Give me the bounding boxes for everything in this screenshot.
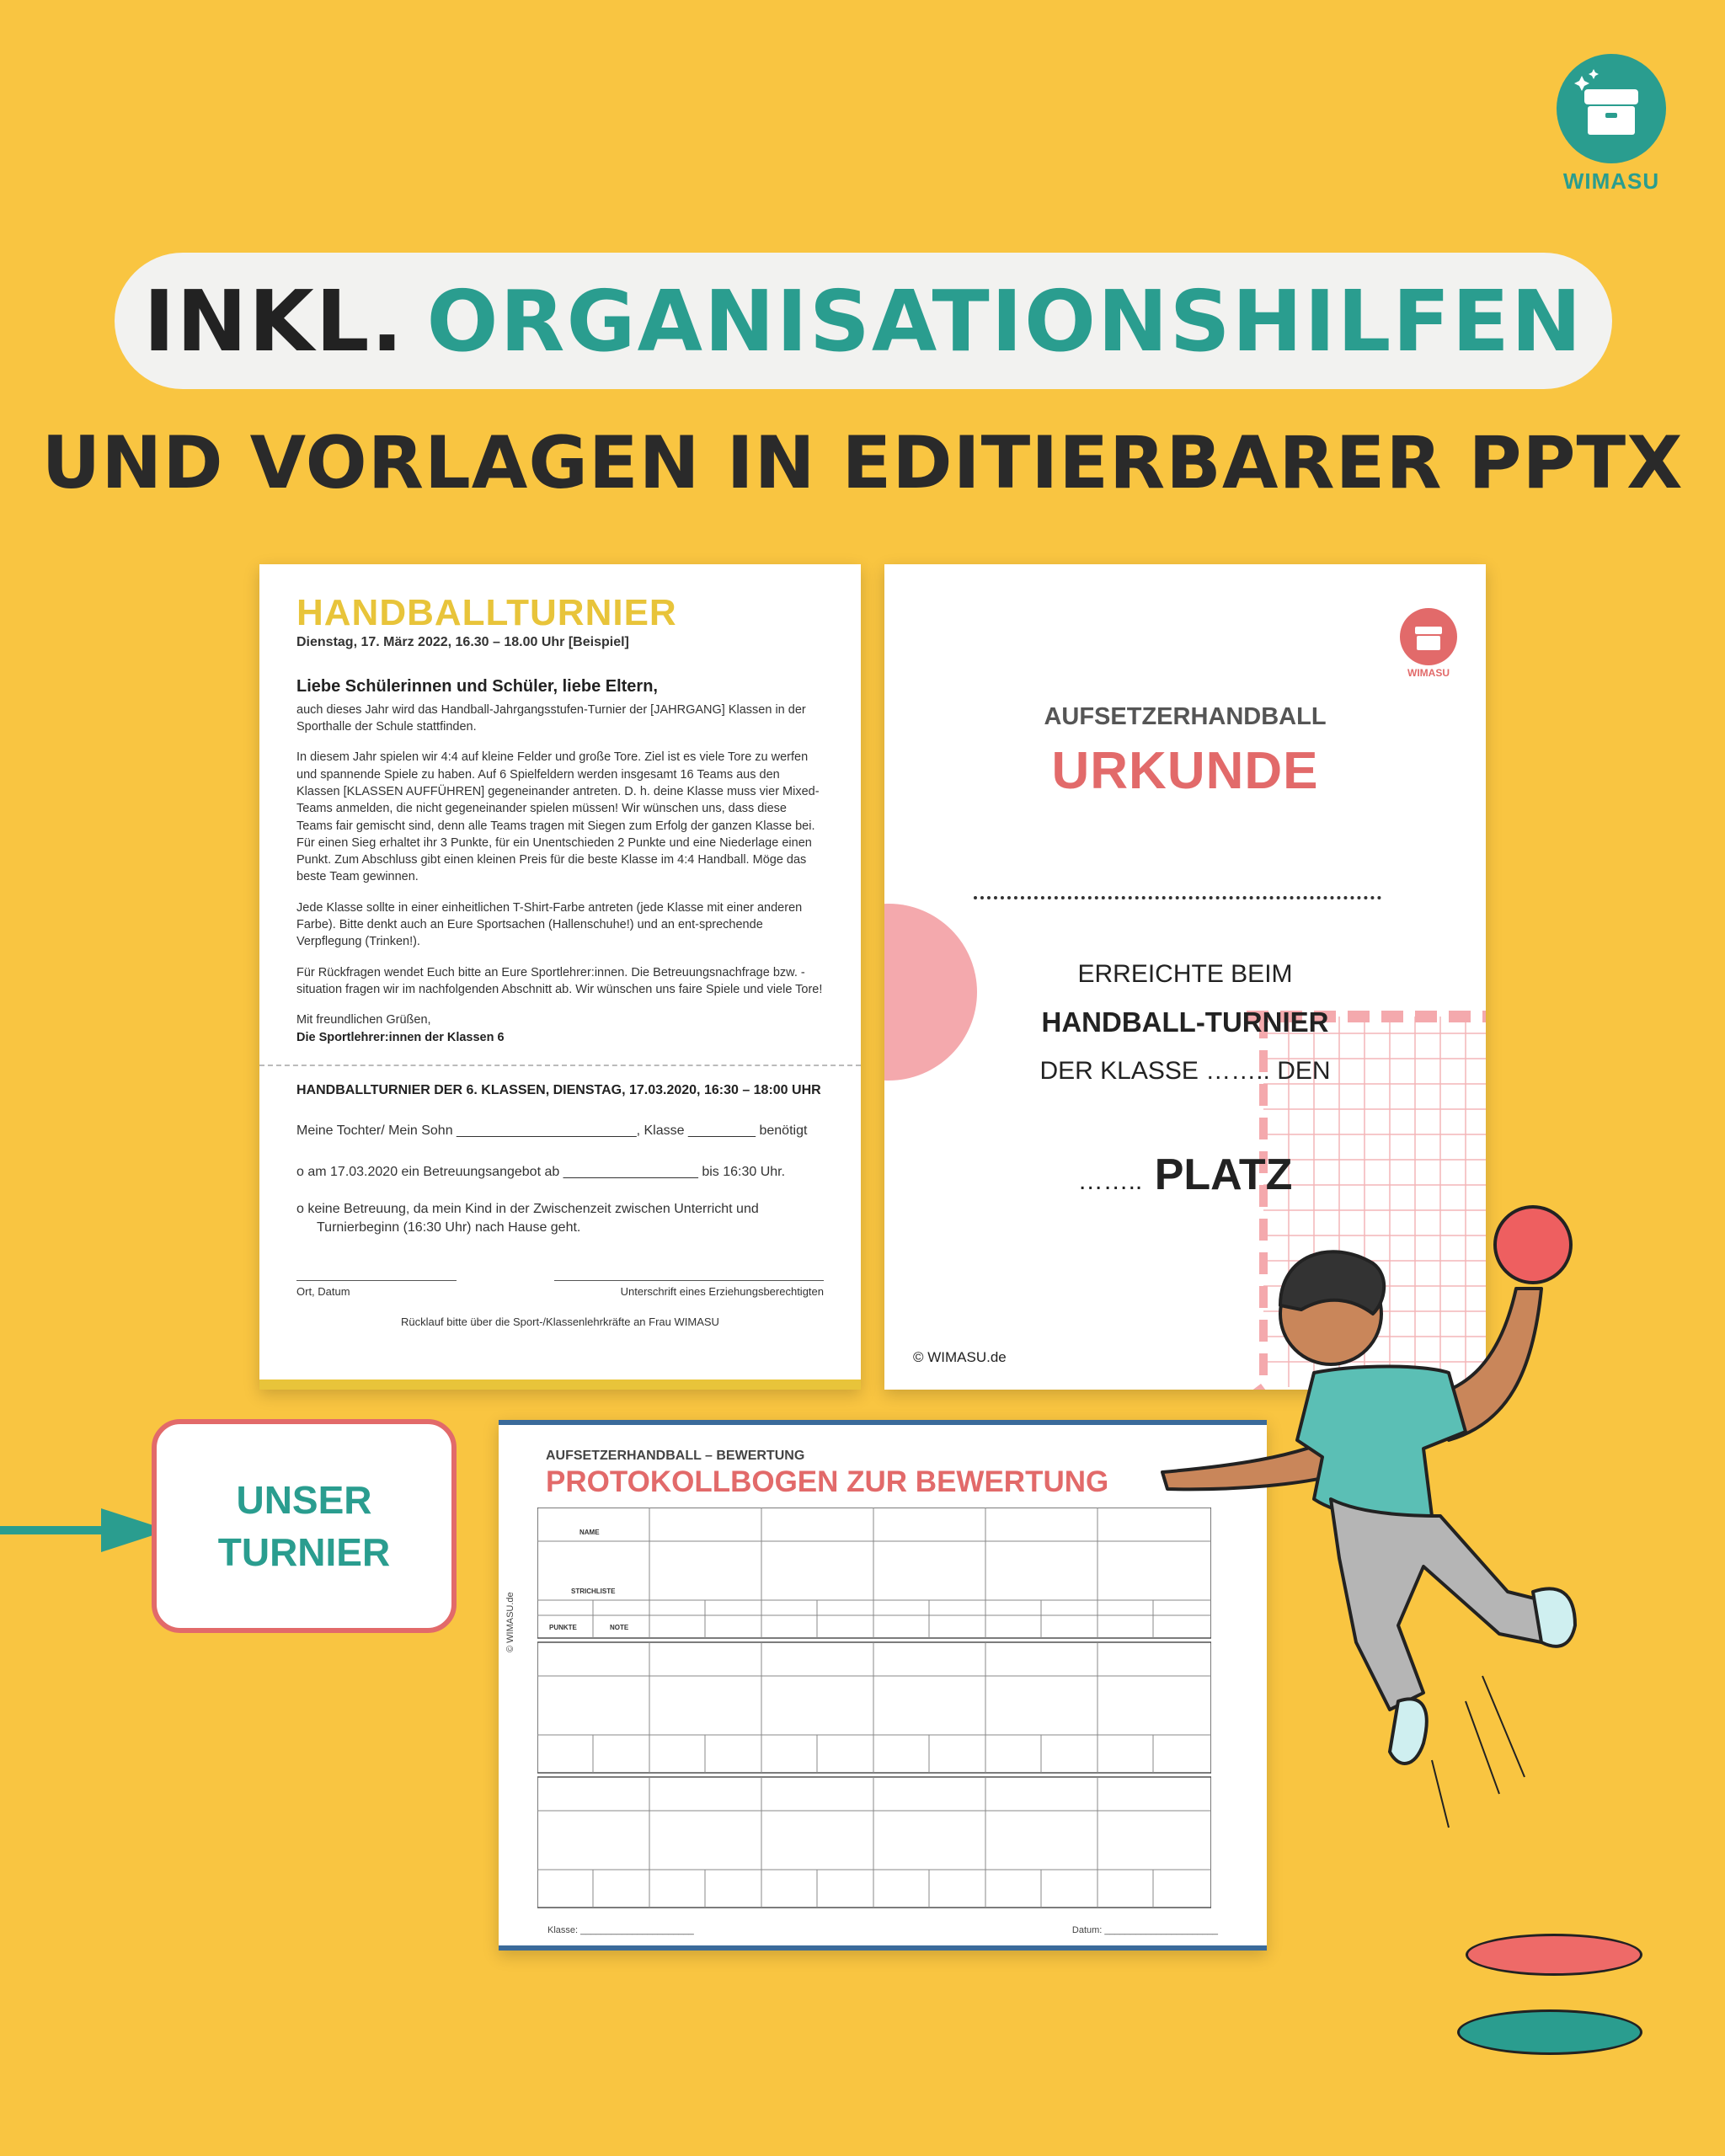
box-vault-icon	[1400, 608, 1457, 665]
footer-class: Klasse: ______________________	[547, 1925, 694, 1935]
headline-prefix: INKL.	[143, 271, 405, 371]
letter-signature: Die Sportlehrer:innen der Klassen 6	[296, 1030, 505, 1044]
box-vault-icon	[1557, 54, 1666, 163]
letter-footer: Rücklauf bitte über die Sport-/Klassenlehrkräfte an Frau WIMASU	[401, 1315, 719, 1328]
cut-line	[259, 1065, 861, 1066]
reply-title: HANDBALLTURNIER DER 6. KLASSEN, DIENSTAG, 17.03.2020, 16:30 – 18:00 UHR	[296, 1082, 821, 1097]
footer-date: Datum: ______________________	[1071, 1925, 1218, 1935]
reply-option: o keine Betreuung, da mein Kind in der Zwischenzeit zwischen Unterricht und Turnierbeginn (16:30 Uhr) nach Hause geht.	[296, 1202, 759, 1235]
arrow-right-icon	[0, 1505, 168, 1556]
protocol-subtitle: AUFSETZERHANDBALL – BEWERTUNG	[546, 1449, 805, 1463]
certificate-copyright: © WIMASU.de	[913, 1349, 1007, 1365]
certificate-title: URKUNDE	[1051, 742, 1319, 800]
tag-line-2: TURNIER	[217, 1530, 391, 1574]
letter-paragraph: auch dieses Jahr wird das Handball-Jahrgangsstufen-Turnier der [JAHRGANG] Klassen in der Sporthalle der Schule stattfinden.	[296, 702, 806, 734]
letter-date: Dienstag, 17. März 2022, 16.30 – 18.00 Uhr [Beispiel]	[296, 635, 629, 650]
certificate-line-2: HANDBALL-TURNIER	[1041, 1006, 1329, 1038]
certificate-logo-text: WIMASU	[1407, 667, 1450, 679]
floor-marker-teal	[1457, 2009, 1642, 2055]
letter-paragraph: Jede Klasse sollte in einer einheitlichen T-Shirt-Farbe antreten (jede Klasse mit einer anderen Farbe). Bitte denkt auch an Eure Sportsachen (Hallenschuhe!) und an ent-sprechende Verpflegung (Trinken!).	[296, 900, 803, 949]
letter-title: HANDBALLTURNIER	[296, 592, 677, 633]
label-strichliste: STRICHLISTE	[571, 1588, 616, 1595]
letter-closing: Mit freundlichen Grüßen,	[296, 1013, 431, 1027]
handball-player-illustration	[1146, 1120, 1685, 1878]
signature-row	[296, 1280, 824, 1299]
label-note: NOTE	[610, 1624, 629, 1631]
reply-option: o am 17.03.2020 ein Betreuungsangebot ab __________________ bis 16:30 Uhr.	[296, 1164, 786, 1179]
floor-marker-coral	[1466, 1934, 1642, 1976]
letter-greeting: Liebe Schülerinnen und Schüler, liebe Eltern,	[296, 676, 658, 696]
protocol-footer	[547, 1925, 1218, 1935]
protocol-title: PROTOKOLLBOGEN ZUR BEWERTUNG	[546, 1465, 1109, 1498]
certificate-subtitle: AUFSETZERHANDBALL	[1044, 703, 1327, 730]
protocol-side-copyright: © WIMASU.de	[505, 1592, 515, 1652]
letter-paragraph: Für Rückfragen wendet Euch bitte an Eure Sportlehrer:innen. Die Betreuungsnachfrage bzw. -situation fragen wir im nachfolgenden Abschnitt ab. Wir wünschen uns faire Spiele und viele Tore!	[296, 965, 823, 996]
subheadline: UND VORLAGEN IN EDITIERBARER PPTX	[41, 421, 1684, 505]
letter-paragraph: In diesem Jahr spielen wir 4:4 auf kleine Felder und große Tore. Ziel ist es viele Tore zu werfen und spannende Spiele zu haben. Auf 6 Spielfeldern werden insgesamt 16 Teams aus den Klassen [KLASSEN AUFFÜHREN] gegeneinander antreten. D. h. deine Klasse muss vier Mixed-Teams anmelden, die nicht gegeneinander spielen müssen! Wir wünschen uns, dass diese Teams fair gemischt sind, denn alle Teams tragen mit Siegen zum Erfolg der ganzen Klasse bei. Für einen Sieg erhaltet ihr 3 Punkte, für ein Unentschieden 2 Punkte und eine Niederlage einen Punkt. Zum Abschluss gibt einen kleinen Preis für die beste Klasse im 4:4 Handball. Möge das beste Team gewinnen.	[296, 750, 820, 884]
headline-pill	[115, 253, 1612, 389]
place-dots: ……..	[1077, 1167, 1143, 1195]
brand-name: WIMASU	[1562, 168, 1660, 194]
decor-circle	[884, 904, 977, 1081]
sig-place-date: Ort, Datum	[296, 1280, 457, 1299]
certificate-line-1: ERREICHTE BEIM	[1077, 960, 1293, 988]
brand-logo	[1557, 54, 1666, 195]
label-punkte: PUNKTE	[549, 1624, 577, 1631]
tournament-tag	[152, 1419, 457, 1633]
headline-accent: ORGANISATIONSHILFEN	[426, 271, 1583, 371]
place-word: PLATZ	[1154, 1150, 1293, 1199]
certificate-logo	[1400, 608, 1457, 679]
letter-document	[259, 564, 861, 1390]
sig-guardian: Unterschrift eines Erziehungsberechtigten	[554, 1280, 824, 1299]
name-dotted-line	[974, 896, 1381, 899]
tag-line-1: UNSER	[236, 1477, 372, 1522]
label-name: NAME	[579, 1529, 600, 1536]
certificate-line-3: DER KLASSE …….. DEN	[1039, 1057, 1331, 1085]
reply-line: Meine Tochter/ Mein Sohn ________________________, Klasse _________ benötigt	[296, 1123, 808, 1139]
protocol-grid	[537, 1508, 1211, 1912]
